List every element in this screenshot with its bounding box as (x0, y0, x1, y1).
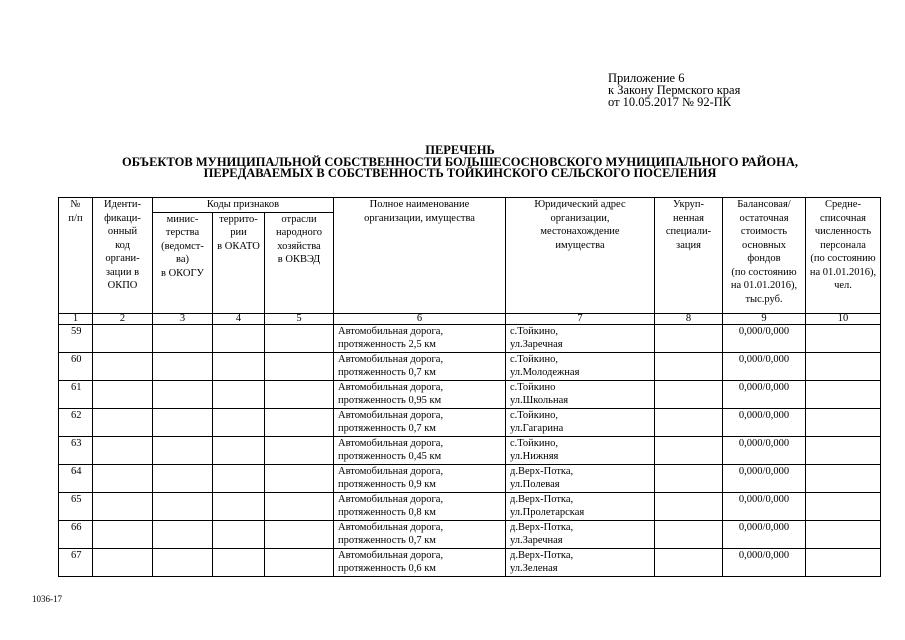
cell-empty (153, 464, 213, 492)
cell-empty (265, 520, 334, 548)
property-address: с.Тойкино ул.Школьная (506, 380, 655, 408)
table-row (59, 436, 881, 464)
row-number: 67 (59, 548, 93, 576)
cell-empty (655, 324, 723, 352)
cell-empty (213, 520, 265, 548)
table-row (59, 464, 881, 492)
column-number: 1 (59, 313, 93, 324)
cell-empty (806, 436, 881, 464)
cell-empty (806, 464, 881, 492)
cell-empty (153, 324, 213, 352)
property-address: д.Верх-Потка, ул.Зеленая (506, 548, 655, 576)
appendix-date: от 10.05.2017 № 92-ПК (608, 95, 732, 109)
table-row (59, 352, 881, 380)
row-number: 64 (59, 464, 93, 492)
column-number: 10 (806, 313, 881, 324)
row-number: 63 (59, 436, 93, 464)
cell-empty (153, 352, 213, 380)
balance-value: 0,000/0,000 (723, 548, 806, 576)
property-name: Автомобильная дорога, протяженность 0,8 км (334, 492, 506, 520)
property-address: с.Тойкино, ул.Нижняя (506, 436, 655, 464)
property-name: Автомобильная дорога, протяженность 0,7 км (334, 408, 506, 436)
title-line-3: ПЕРЕДАВАЕМЫХ В СОБСТВЕННОСТЬ ТОЙКИНСКОГО СЕЛЬСКОГО ПОСЕЛЕНИЯ (203, 166, 717, 180)
cell-empty (213, 408, 265, 436)
balance-value: 0,000/0,000 (723, 464, 806, 492)
row-number: 65 (59, 492, 93, 520)
property-name: Автомобильная дорога, протяженность 0,95 км (334, 380, 506, 408)
property-address: с.Тойкино, ул.Молодежная (506, 352, 655, 380)
cell-empty (806, 380, 881, 408)
cell-empty (655, 380, 723, 408)
header-codes: Коды признаков (153, 198, 334, 213)
header-balance: Балансовая/ остаточная стоимость основных фондов (по состоянию на 01.01.2016), тыс.руб. (723, 198, 806, 314)
cell-empty (806, 492, 881, 520)
cell-empty (153, 548, 213, 576)
cell-empty (153, 380, 213, 408)
table-row (59, 520, 881, 548)
header-name: Полное наименование организации, имущества (334, 198, 506, 314)
column-number: 9 (723, 313, 806, 324)
header-specialization: Укруп- ненная специали- зация (655, 198, 723, 314)
cell-empty (153, 520, 213, 548)
property-address: с.Тойкино, ул.Гагарина (506, 408, 655, 436)
property-name: Автомобильная дорога, протяженность 0,9 км (334, 464, 506, 492)
cell-empty (265, 352, 334, 380)
property-address: с.Тойкино, ул.Заречная (506, 324, 655, 352)
title-line-1: ПЕРЕЧЕНЬ (425, 143, 495, 157)
cell-empty (265, 464, 334, 492)
cell-empty (265, 324, 334, 352)
column-number: 8 (655, 313, 723, 324)
cell-empty (93, 324, 153, 352)
document-code: 1036-17 (32, 594, 62, 604)
cell-empty (213, 380, 265, 408)
balance-value: 0,000/0,000 (723, 324, 806, 352)
cell-empty (93, 352, 153, 380)
cell-empty (655, 436, 723, 464)
cell-empty (806, 352, 881, 380)
property-name: Автомобильная дорога, протяженность 0,7 км (334, 352, 506, 380)
cell-empty (806, 324, 881, 352)
balance-value: 0,000/0,000 (723, 380, 806, 408)
column-number: 2 (93, 313, 153, 324)
cell-empty (93, 436, 153, 464)
table-row (59, 548, 881, 576)
cell-empty (806, 408, 881, 436)
table-row (59, 324, 881, 352)
cell-empty (806, 548, 881, 576)
header-num: № п/п (59, 198, 93, 314)
cell-empty (93, 492, 153, 520)
row-number: 61 (59, 380, 93, 408)
property-address: д.Верх-Потка, ул.Заречная (506, 520, 655, 548)
property-name: Автомобильная дорога, протяженность 0,6 км (334, 548, 506, 576)
cell-empty (265, 492, 334, 520)
cell-empty (213, 464, 265, 492)
title-line-2: ОБЪЕКТОВ МУНИЦИПАЛЬНОЙ СОБСТВЕННОСТИ БОЛЬШЕСОСНОВСКОГО МУНИЦИПАЛЬНОГО РАЙОНА, (122, 154, 798, 169)
column-number: 7 (506, 313, 655, 324)
document-title (40, 145, 880, 180)
cell-empty (806, 520, 881, 548)
table-row (59, 492, 881, 520)
header-ministry: минис- терства (ведомст- ва) в ОКОГУ (153, 212, 213, 313)
property-name: Автомобильная дорога, протяженность 0,7 км (334, 520, 506, 548)
balance-value: 0,000/0,000 (723, 436, 806, 464)
cell-empty (213, 352, 265, 380)
cell-empty (655, 464, 723, 492)
header-address: Юридический адрес организации, местонахождение имущества (506, 198, 655, 314)
balance-value: 0,000/0,000 (723, 352, 806, 380)
cell-empty (265, 548, 334, 576)
cell-empty (655, 352, 723, 380)
appendix-number: Приложение 6 (608, 71, 685, 85)
cell-empty (213, 548, 265, 576)
cell-empty (93, 520, 153, 548)
cell-empty (265, 436, 334, 464)
cell-empty (213, 492, 265, 520)
cell-empty (655, 520, 723, 548)
appendix-law: к Закону Пермского края (608, 83, 741, 97)
row-number: 62 (59, 408, 93, 436)
column-number: 3 (153, 313, 213, 324)
cell-empty (265, 408, 334, 436)
row-number: 60 (59, 352, 93, 380)
table-row (59, 408, 881, 436)
property-table (58, 197, 881, 577)
cell-empty (153, 492, 213, 520)
property-name: Автомобильная дорога, протяженность 2,5 км (334, 324, 506, 352)
cell-empty (655, 492, 723, 520)
cell-empty (213, 324, 265, 352)
property-address: д.Верх-Потка, ул.Пролетарская (506, 492, 655, 520)
balance-value: 0,000/0,000 (723, 520, 806, 548)
column-number-row (59, 313, 881, 324)
cell-empty (213, 436, 265, 464)
header-ident: Иденти- фикаци- онный код органи- зации в ОКПО (93, 198, 153, 314)
cell-empty (153, 436, 213, 464)
table-row (59, 380, 881, 408)
cell-empty (655, 408, 723, 436)
row-number: 66 (59, 520, 93, 548)
property-address: д.Верх-Потка, ул.Полевая (506, 464, 655, 492)
cell-empty (93, 380, 153, 408)
header-territory: террито- рии в ОКАТО (213, 212, 265, 313)
balance-value: 0,000/0,000 (723, 492, 806, 520)
column-number: 6 (334, 313, 506, 324)
row-number: 59 (59, 324, 93, 352)
property-name: Автомобильная дорога, протяженность 0,45 км (334, 436, 506, 464)
appendix-header (608, 72, 740, 108)
balance-value: 0,000/0,000 (723, 408, 806, 436)
cell-empty (93, 464, 153, 492)
column-number: 5 (265, 313, 334, 324)
cell-empty (655, 548, 723, 576)
header-staff: Средне- списочная численность персонала (по состоянию на 01.01.2016), чел. (806, 198, 881, 314)
column-number: 4 (213, 313, 265, 324)
header-industry: отрасли народного хозяйства в ОКВЭД (265, 212, 334, 313)
cell-empty (93, 548, 153, 576)
cell-empty (153, 408, 213, 436)
cell-empty (265, 380, 334, 408)
cell-empty (93, 408, 153, 436)
